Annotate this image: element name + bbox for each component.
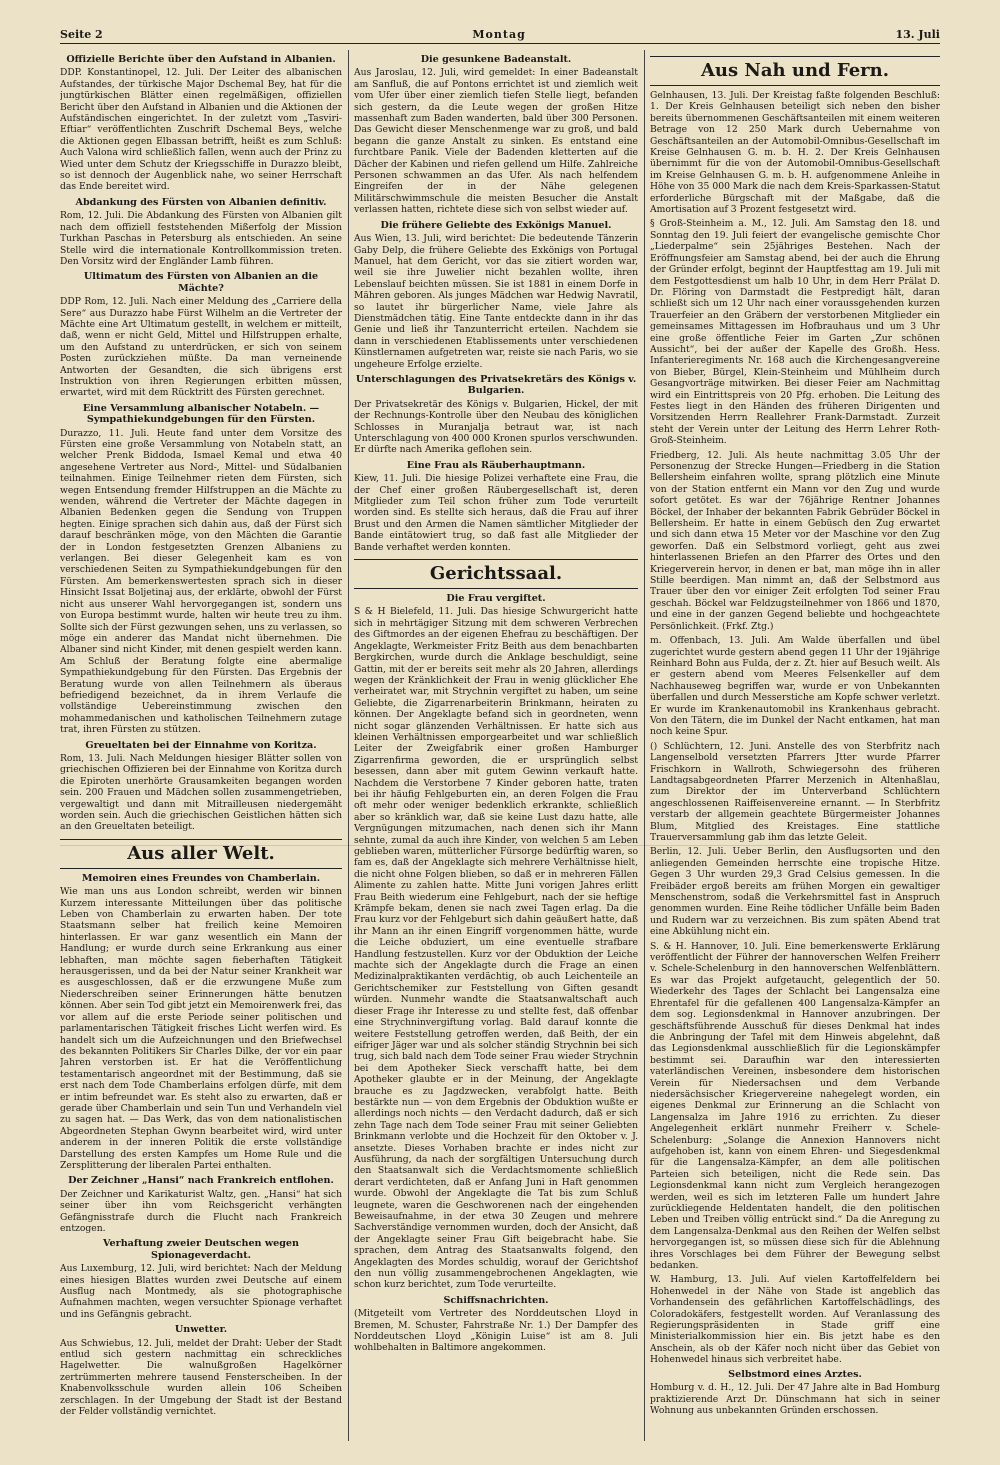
column-1 [60, 50, 342, 1445]
article-headline: Abdankung des Fürsten von Albanien definitiv. [75, 196, 327, 208]
article [60, 1238, 342, 1320]
article-headline: Verhaftung zweier Deutschen wegen Spionageverdacht. [102, 1238, 300, 1261]
article-headline: Der Zeichner „Hansi“ nach Frankreich entflohen. [68, 1175, 334, 1187]
page-number: Seite 2 [60, 28, 103, 41]
article-headline: Offizielle Berichte über den Aufstand in Albanien. [66, 54, 336, 65]
article [60, 1175, 342, 1234]
article-headline: Ultimatum des Fürsten von Albanien an die Mächte? [83, 271, 319, 294]
article-text: Gelnhausen, 13. Juli. Der Kreistag faßte folgenden Beschluß: 1. Der Kreis Gelnhausen beteiligt sich neben den bisher bereits übernommenen Geschäftsanteilen mit einem weiteren Betrage von 12 250 Mark durch Uebernahme von Geschäftsanteilen an der Automobil-Omnibus-Gesellschaft im Kreise Gelnhausen G. m. b. H. 2. Der Kreis Gelnhausen übernimmt für die von der Automobil-Omnibus-Gesellschaft im Kreise Gelnhausen G. m. b. H. aufgenommene Anleihe in Höhe von 35 000 Mark die nach dem Kreis-Sparkassen-Statut erforderliche Bürgschaft mit der Maßgabe, daß die Amortisation auf 3 Prozent festgesetzt wird. [650, 90, 940, 216]
article [60, 1324, 342, 1417]
article-headline: Greueltaten bei der Einnahme von Koritza. [85, 739, 317, 751]
article-text: DDP Rom, 12. Juli. Nach einer Meldung des „Carriere della Sere“ aus Durazzo habe Fürst Wilhelm an die Vertreter der Mächte eine Art Ultimatum gestellt, in welchem er mitteilt, daß, wenn er nicht Geld, Mittel und Hilfstruppen erhalte, um den Aufstand zu unterdrücken, er sich von seinem Posten zurückziehen müßte. Da man verneinende Antworten der Gesandten, die sich übrigens erst Instruktion von ihren Regierungen erbitten müssen, erwartet, wird mit dem Rücktritt des Fürsten gerechnet. [60, 296, 342, 399]
article-text: Friedberg, 12. Juli. Als heute nachmittag 3.05 Uhr der Personenzug der Strecke Hungen—Friedberg in die Station Bellersheim einfahren wollte, sprang plötzlich eine Minute von der Station entfernt ein Mann vor den Zug und wurde sofort getötet. Es war der 76jährige Rentner Johannes Böckel, der Inhaber der bekannten Fabrik Gebrüder Böckel in Bellersheim. Er hatte in einem Gebüsch den Zug erwartet und sich dann etwa 15 Meter vor der Maschine vor den Zug geworfen. Daß ein Selbstmord vorliegt, geht aus zwei hinterlassenen Briefen an den Pfarrer des Ortes und den Kriegerverein hervor, in denen er bat, man möge ihn in aller Stille beerdigen. Man nimmt an, daß der Selbstmord aus Trauer über den vor einiger Zeit erfolgten Tod seiner Frau geschah. Böckel war Feldzugsteilnehmer von 1866 und 1870, und eine in der ganzen Gegend beliebte und hochgeachtete Persönlichkeit. (Frkf. Ztg.) [650, 449, 940, 632]
article-text: W. Hamburg, 13. Juli. Auf vielen Kartoffelfeldern bei Hohenwedel in der Nähe von Stade ist angeblich das Vorhandensein des gefährlichen Kartoffelschädlings, des Coloradokäfers, festgestellt worden. Auf Veranlassung des Regierungspräsidenten in Stade griff eine Ministerialkommission hier ein. Bis jetzt habe es den Anschein, als ob der Käfer noch nicht über das Gebiet von Hohenwedel hinaus sich verbreitet habe. [650, 1274, 940, 1366]
article-text: Homburg v. d. H., 12. Juli. Der 47 Jahre alte in Bad Homburg praktizierende Arzt Dr. Dünschmann hat sich in seiner Wohnung aus unbekannten Gründen erschossen. [650, 1382, 940, 1416]
article-headline: Unterschlagungen des Privatsekretärs des Königs v. Bulgarien. [355, 373, 637, 397]
article [60, 54, 342, 193]
article-text: Der Privatsekretär des Königs v. Bulgarien, Hickel, der mit der Rechnungs-Kontrolle über den Neubau des königlichen Schlosses in Muranjalja betraut war, ist nach Unterschlagung von 400 000 Kronen spurlos verschwunden. Er dürfte nach Amerika geflohen sein. [354, 398, 638, 456]
article [354, 220, 638, 370]
article [60, 271, 342, 398]
article-headline: Memoiren eines Freundes von Chamberlain. [81, 872, 321, 884]
article [354, 593, 638, 1291]
article [354, 374, 638, 456]
page-header [60, 22, 940, 44]
article-text: Rom, 13. Juli. Nach Meldungen hiesiger Blätter sollen von griechischen Offizieren bei der Einnahme von Koritza durch die Epiroten unerhörte Grausamkeiten begangen worden sein. 200 Frauen und Mädchen sollen zusammengetrieben, vergewaltigt und dann mit Mitrailleusen niedergemäht worden sein. Auch die griechischen Geistlichen hätten sich an den Greueltaten beteiligt. [60, 752, 342, 833]
article-headline: Selbstmord eines Arztes. [728, 1368, 862, 1380]
column-2 [354, 50, 638, 1445]
article [60, 873, 342, 1172]
article-headline: Die Frau vergiftet. [446, 593, 546, 605]
article [354, 1295, 638, 1354]
article-headline: Die frühere Geliebte des Exkönigs Manuel. [380, 219, 612, 231]
article-text: () Schlüchtern, 12. Juni. Anstelle des von Sterbfritz nach Langenselbold versetzten Pfarrers Jtter wurde Pfarrer Frischkorn in Wallroth, Schwiegersohn des früheren Landtagsabgeordneten Pfarrer Merzenich in Altenhaßlau, zum Direktor der im Unterverband Schlüchtern angeschlossenen Raiffeisenvereine ernannt. — In Sterbfritz verstarb der allgemein geachtete Bürgermeister Johannes Blum, Mitglied des Kreistages. Eine stattliche Trauerversammlung gab ihm das letzte Geleit. [650, 740, 940, 843]
column-3 [650, 50, 940, 1445]
article-headline: Eine Frau als Räuberhauptmann. [406, 459, 586, 471]
article-text: DDP. Konstantinopel, 12. Juli. Der Leiter des albanischen Aufstandes, der türkische Major Dschemal Bey, hat für die jungtürkischen Blätter einen regelmäßigen, offiziellen Bericht über den Aufstand in Albanien und die Aktionen der Aufständischen eingerichtet. In der zuletzt vom „Tasviri-Eftiar“ veröffentlichten Zuschrift Dschemal Beys, welche die Aktionen gegen Elbassan betrifft, heißt es zum Schluß: Auch Valona wird schließlich fallen, wenn auch der Prinz zu Wied unter dem Schutz der Kriegsschiffe in Durazzo bleibt, so ist dennoch der Augenblick nahe, wo seiner Herrschaft das Ende bereitet wird. [60, 67, 342, 193]
article-text: Aus Wien, 13. Juli, wird berichtet: Die bedeutende Tänzerin Gaby Delp, die frühere Geliebte des Exkönigs von Portugal Manuel, hat dem Gericht, vor das sie zitiert worden war, weil sie ihre Juwelier nicht bezahlen wollte, ihren Lebenslauf beichten müssen. Sie ist 1881 in einem Dorfe in Mähren geboren. Als junges Mädchen war Hedwig Navratil, so lautet ihr bürgerlicher Name, viele Jahre als Dienstmädchen tätig. Eine Tante entdeckte dann in ihr das Genie und ließ ihr Tanzunterricht erteilen. Nachdem sie dann in verschiedenen Etablissements unter verschiedenen Künstlernamen aufgetreten war, reiste sie nach Paris, wo sie ungeheure Erfolge erzielte. [354, 233, 638, 370]
article-text: Der Zeichner und Karikaturist Waltz, gen. „Hansi“ hat sich seiner über ihn vom Reichsgericht verhängten Gefängnisstrafe durch die Flucht nach Frankreich entzogen. [60, 1188, 342, 1234]
article-text: Aus Jaroslau, 12. Juli, wird gemeldet: In einer Badeanstalt am Sanfluß, die auf Pontons errichtet ist und ziemlich weit vom Ufer über einer ziemlich tiefen Stelle liegt, befanden sich gestern, da die Leute wegen der großen Hitze massenhaft zum Baden wanderten, bald über 300 Personen. Das Gewicht dieser Menschenmenge war zu groß, und bald begann die ganze Anstalt zu sinken. Es entstand eine furchtbare Panik. Viele der Badenden kletterten auf die Dächer der Kabinen und riefen gellend um Hilfe. Zahlreiche Personen schwammen an das Ufer. Als nach helfendem Eingreifen der in der Nähe gelegenen Militärschwimmschule die meisten Besucher die Anstalt verlassen hatten, richtete diese sich von selbst wieder auf. [354, 67, 638, 216]
article-text: § Groß-Steinheim a. M., 12. Juli. Am Samstag den 18. und Sonntag den 19. Juli feiert der evangelische gemischte Chor „Liederpalme“ sein 25jähriges Bestehen. Nach der Eröffnungsfeier am Samstag abend, bei der auch die Ehrung der Gründer erfolgt, beginnt der Hauptfesttag am 19. Juli mit dem Festgottesdienst um halb 10 Uhr, in dem Herr Prälat D. Dr. Flöring von Darmstadt die Festpredigt hält, daran schließt sich um 12 Uhr nach einer voraussgehenden kurzen Trauerfeier an den Gräbern der verstorbenen Mitglieder ein gemeinsames Mittagessen im Hofbrauhaus und um 3 Uhr eine große öffentliche Feier im Garten „Zur schönen Aussicht“, bei der außer der Kapelle des Großh. Hess. Infanterieregiments Nr. 168 auch die Kirchengesangvereine von Bieber, Bürgel, Klein-Steinheim und Mühlheim durch Gesangvorträge mitwirken. Bei dieser Feier am Nachmittag wird ein Eintrittspreis von 20 Pfg. erhoben. Die Leitung des Festes liegt in den Händen des früheren Dirigenten und Vorsitzenden Herrn Reallehrer Frank-Darmstadt. Zurzeit steht der Verein unter der Leitung des Herrn Lehrer Roth-Groß-Steinheim. [650, 218, 940, 447]
article-text: Berlin, 12. Juli. Ueber Berlin, den Ausflugsorten und den anliegenden Gemeinden herrschte eine tropische Hitze. Gegen 3 Uhr wurden 29,3 Grad Celsius gemessen. In die Freibäder ergoß bereits am frühen Morgen ein gewaltiger Menschenstrom, sodaß die Verkehrsmittel fast in Anspruch genommen wurden. Eine Reihe tödlicher Unfälle beim Baden und Rudern war zu verzeichnen. Bis zum späten Abend trat eine Abkühlung nicht ein. [650, 846, 940, 938]
article-text: Rom, 12. Juli. Die Abdankung des Fürsten von Albanien gilt nach dem offiziell feststehenden Mißerfolg der Mission Turkhan Paschas in Petersburg als entschieden. An seine Stelle wird die internationale Kontrollkommission treten. Den Vorsitz wird der Engländer Lamb führen. [60, 210, 342, 267]
article-text: Aus Luxemburg, 12. Juli, wird berichtet: Nach der Meldung eines hiesigen Blattes wurden zwei Deutsche auf einem Ausflug nach Montmedy, als sie photographische Aufnahmen machten, wegen versuchter Spionage verhaftet und ins Gefängnis gebracht. [60, 1263, 342, 1320]
article-text: m. Offenbach, 13. Juli. Am Walde überfallen und übel zugerichtet wurde gestern abend gegen 11 Uhr der 19jährige Reinhard Bohn aus Fulda, der z. Zt. hier auf Besuch weilt. Als er gestern abend vom Meeres Felsenkeller auf dem Nachhauseweg begriffen war, wurde er von Unbekannten überfallen und durch Messerstiche am Kopfe schwer verletzt. Er wurde im Krankenautomobil ins Krankenhaus gebracht. Von den Tätern, die im Dunkel der Nacht entkamen, hat man noch keine Spur. [650, 635, 940, 738]
article-headline: Eine Versammlung albanischer Notabeln. — Sympathiekundgebungen für den Fürsten. [82, 402, 320, 426]
article [60, 403, 342, 736]
article [354, 460, 638, 553]
article-text: (Mitgeteilt vom Vertreter des Norddeutschen Lloyd in Bremen, M. Schuster, Fahrstraße Nr. 1.) Der Dampfer des Norddeutschen Lloyd „Königin Luise“ ist am 8. Juli wohlbehalten in Baltimore angekommen. [354, 1308, 638, 1354]
section-title: Aus Nah und Fern. [650, 56, 940, 86]
column-rule [644, 50, 645, 1441]
article-text: Kiew, 11. Juli. Die hiesige Polizei verhaftete eine Frau, die der Chef einer großen Räubergesellschaft ist, deren Mitglieder zum Teil schon früher zum Tode verurteilt worden sind. Es stellte sich heraus, daß die Frau auf ihrer Brust und den Armen die Namen sämtlicher Mitglieder der Bande eintätowiert trug, so daß fast alle Mitglieder der Bande verhaftet werden konnten. [354, 473, 638, 553]
article-text: Durazzo, 11. Juli. Heute fand unter dem Vorsitze des Fürsten eine große Versammlung von Notabeln statt, an welcher Prenk Biddoda, Ismael Kemal und etwa 40 angesehene Vertreter aus Nord-, Mittel- und Südalbanien teilnahmen. Einige Teilnehmer rieten dem Fürsten, sich wegen Entsendung fremder Hilfstruppen an die Mächte zu wenden, während die Vertreter der Mächte dagegen in Albanien Bedenken gegen die Sendung von Truppen hegten. Einige sprachen sich dahin aus, daß der Fürst sich darauf beschränken möge, von den Mächten die Garantie der in London festgesetzten Grenzen Albaniens zu verlangen. Bei dieser Gelegenheit kam es von verschiedenen Seiten zu Sympathiekundgebungen für den Fürsten. Am bemerkenswertesten sprach sich in dieser Hinsicht Issat Boljetinaj aus, der erklärte, obwohl der Fürst nicht aus unserer Wahl hervorgegangen ist, sondern uns von Europa bestimmt wurde, halten wir heute treu zu ihm. Sollte sich der Fürst gezwungen sehen, uns zu verlassen, so möge ein anderer das Mandat nicht übernehmen. Die Albaner sind nicht Kinder, mit denen gespielt werden kann. Am Schluß der Beratung folgte eine abermalige Sympathiekundgebung für den Fürsten. Das Ergebnis der Beratung wurde von allen Teilnehmern als überaus befriedigend bezeichnet, da in ihrem Verlaufe die vollständige Uebereinstimmung zwischen den mohammedanischen und katholischen Teilnehmern zutage trat, ihren Fürsten zu stützen. [60, 427, 342, 736]
issue-date: 13. Juli [895, 28, 940, 41]
section-title: Aus aller Welt. [60, 839, 342, 869]
article-text: S. & H. Hannover, 10. Juli. Eine bemerkenswerte Erklärung veröffentlicht der Führer der hannoverschen Welfen Freiherr v. Schele-Schelenburg in den hannoverschen Welfenblättern. Es war das Projekt aufgetaucht, gelegentlich der 50. Wiederkehr des Tages der Schlacht bei Langensalza eine Ehrentafel für die gefallenen 400 Langensalza-Kämpfer an dem sog. Legionsdenkmal in Hannover anzubringen. Der geschäftsführende Ausschuß für dieses Denkmal hat indes die Anbringung der Tafel mit dem Hinweis abgelehnt, daß das Legionsdenkmal ausschließlich für die Legionskämpfer bestimmt sei. Daraufhin war den interessierten vaterländischen Vereinen, insbesondere dem historischen Verein für Niedersachsen und dem Verbande niedersächsischer Kriegervereine nahegelegt worden, ein eigenes Denkmal zur Erinnerung an die Schlacht von Langensalza im Jahre 1916 zu errichten. Zu dieser Angelegenheit erklärt nunmehr Freiherr v. Schele-Schelenburg: „Solange die Annexion Hannovers nicht aufgehoben ist, kann von einem Ehren- und Siegesdenkmal für die Langensalza-Kämpfer, an dem alle politischen Parteien sich beteiligen, nicht die Rede sein. Das Legionsdenkmal kann nicht zum Vergleich herangezogen werden, weil es sich im letzteren Falle um hundert Jahre zurückliegende Heldentaten handelt, die den politischen Leben und Treiben völlig entrückt sind.“ Da die Anregung zu dem Langensalza-Denkmal aus den Reihen der Welfen selbst hervorgegangen ist, so müssen diese sich für die Ablehnung ihres Vorschlages bei dem Führer der Bewegung selbst bedanken. [650, 940, 940, 1272]
article-text: Aus Schwiebus, 12. Juli, meldet der Draht: Ueber der Stadt entlud sich gestern nachmittag ein schreckliches Hagelwetter. Die walnußgroßen Hagelkörner zertrümmerten mehrere tausend Fensterscheiben. In der Knabenvolksschule wurden allein 106 Scheiben zerschlagen. In der Umgebung der Stadt ist der Bestand der Felder vollständig vernichtet. [60, 1337, 342, 1418]
article-text: S & H Bielefeld, 11. Juli. Das hiesige Schwurgericht hatte sich in mehrtägiger Sitzung mit dem schweren Verbrechen des Giftmordes an der eigenen Ehefrau zu beschäftigen. Der Angeklagte, Werkmeister Fritz Beith aus dem benachbarten Bergkirchen, wurde durch die Anklage beschuldigt, seine Gattin, mit der er bereits seit mehr als 20 Jahren, allerdings wegen der Kränklichkeit der Frau in wenig glücklicher Ehe verheiratet war, mit Strychnin vergiftet zu haben, um seine Geliebte, die Zigarrenarbeiterin Brinkmann, heiraten zu können. Der Angeklagte befand sich in geordneten, wenn nicht sogar glänzenden Verhältnissen. Er hatte sich aus kleinen Verhältnissen emporgearbeitet und war schließlich Leiter der Zweigfabrik einer großen Hamburger Zigarrenfirma geworden, die er ursprünglich selbst besessen, dann aber mit gutem Gewinn verkauft hatte. Nachdem die Verstorbene 7 Kinder geboren hatte, traten bei ihr häufig Fehlgeburten ein, an deren Folgen die Frau oft mehr oder weniger bedenklich erkrankte, schließlich aber so kränklich war, daß sie keine Lust dazu hatte, alle Vergnügungen mitzumachen, nach denen sich ihr Mann sehnte, zumal da auch ihre Kinder, von welchen 5 am Leben geblieben waren, mütterlicher Fürsorge bedürftig waren, so fam es, daß der Angeklagte sich mehrere Verhältnisse hielt, die nicht ohne Folgen blieben, so daß er in mehreren Fällen Alimente zu zahlen hatte. Mitte Juni vorigen Jahres erlitt Frau Beith wiederum eine Fehlgeburt, nach der sie heftige Krämpfe bekam, denen sie nach zwei Tagen erlag. Da die Frau kurz vor der Fehlgeburt sich dahin geäußert hatte, daß ihr Mann an ihr einen Eingriff vorgenommen hätte, wurde die Leiche obduziert, um eine eventuelle strafbare Handlung festzustellen. Kurz vor der Obduktion der Leiche machte sich der Angeklagte durch die Frage an einen Medizinalpraktikanten verdächtig, ob auch Leichenteile an Gerichtschemiker zur Feststellung von Giften gesandt würden. Nunmehr wandte die Staatsanwaltschaft auch dieser Frage ihr Interesse zu und stellte fest, daß offenbar eine Strychninvergiftung vorlag. Bald darauf konnte die weitere Feststellung getroffen werden, daß Beith, der ein eifriger Jäger war und als solcher ständig Strychnin bei sich trug, sich bald nach dem Tode seiner Frau wieder Strychnin bei dem Apotheker Sieck verschafft hatte, bei dem Apotheker glaubte er in der Meinung, der Angeklagte brauche es zu Jagdzwecken, verabfolgt hatte. Beith bestärkte nun — von dem Ergebnis der Obduktion wußte er allerdings noch nichts — den Verdacht dadurch, daß er sich zehn Tage nach dem Tode seiner Frau mit seiner Geliebten Brinkmann verlobte und die Hochzeit für den Oktober v. J. ansetzte. Dieses Vorhaben brachte er indes nicht zur Ausführung, da nach der sorgfältigen Untersuchung durch den Staatsanwalt sich die Verdachtsmomente schließlich derart verdichteten, daß er Anfang Juni in Haft genommen wurde. Obwohl der Angeklagte die Tat bis zum Schluß leugnete, waren die Geschworenen nach der eingehenden Beweisaufnahme, in der etwa 30 Zeugen und mehrere Sachverständige vernommen wurden, doch der Ansicht, daß der Angeklagte seiner Frau Gift beigebracht habe. Sie sprachen, dem Antrag des Staatsanwalts folgend, den Angeklagten des Mordes schuldig, worauf der Gerichtshof den nun völlig zusammengebrochenen Angeklagten, wie schon kurz berichtet, zum Tode verurteilte. [354, 606, 638, 1291]
weekday: Montag [472, 28, 526, 41]
article-headline: Unwetter. [174, 1324, 228, 1336]
article [60, 197, 342, 267]
article-text: Wie man uns aus London schreibt, werden wir binnen Kurzem interessante Mitteilungen über das politische Leben von Chamberlain zu erwarten haben. Der tote Staatsmann selber hat freilich keine Memoiren hinterlassen. Er war ganz wesentlich ein Mann der Handlung; er wurde durch seine Erkrankung aus einer lebhaften, man möchte sagen fieberhaften Tätigkeit herausgerissen, und da bei der Natur seiner Krankheit war es ausgeschlossen, daß er die erzwungene Muße zum Niederschreiben seiner Erinnerungen hätte benutzen können. Aber sein Tod gibt jetzt ein Memoirenwerk frei, das vor allem auf die erste Periode seiner politischen und parlamentarischen Tätigkeit frisches Licht werfen wird. Es handelt sich um die Aufzeichnungen und den Briefwechsel des bekannten Politikers Sir Charles Dilke, der vor ein paar Jahren verstorben ist. Er hat die Veröffentlichung testamentarisch angeordnet mit der Bestimmung, daß sie erst nach dem Tode Chamberlains erfolgen dürfe, mit dem er intim befreundet war. Es steht also zu erwarten, daß er gerade über Chamberlain und sein Tun und Verhandeln viel zu sagen hat. — Das Werk, das von dem nationalistischen Abgeordneten Stephan Gwynn bearbeitet wird, wird unter anderem in der inneren Politik die erste vollständige Darstellung des ersten Kampfes um Home Rule und die Zersplitterung der liberalen Partei enthalten. [60, 886, 342, 1171]
section-title: Gerichtssaal. [354, 559, 638, 589]
column-rule [348, 50, 349, 1441]
article [354, 54, 638, 216]
article-headline: Schiffsnachrichten. [443, 1294, 549, 1306]
article-headline: Die gesunkene Badeanstalt. [420, 54, 572, 65]
article [60, 740, 342, 833]
